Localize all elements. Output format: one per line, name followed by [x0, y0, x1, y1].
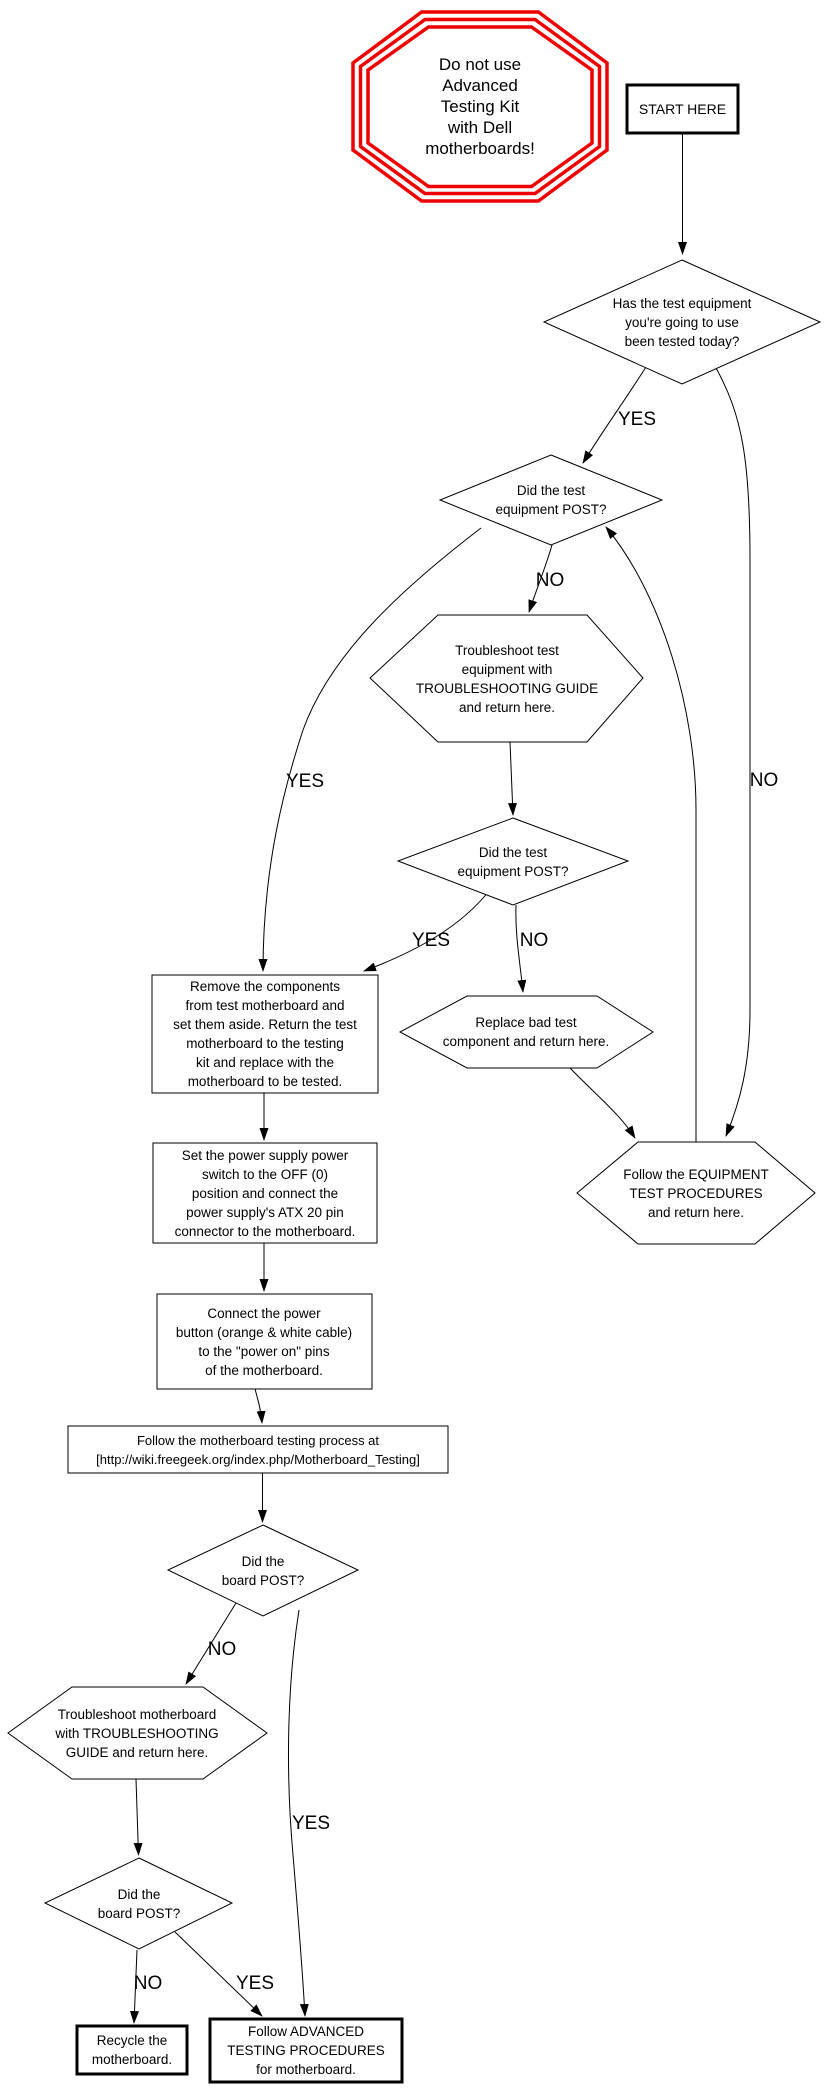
text-line: to the "power on" pins [198, 1344, 330, 1359]
text-line: Replace bad test [475, 1015, 577, 1030]
edge-label-no: NO [749, 770, 779, 791]
text-line: for motherboard. [256, 2062, 356, 2077]
edge-label-yes: YES [617, 409, 657, 430]
edge-label-no: NO [535, 570, 565, 591]
text-line: TESTING PROCEDURES [227, 2043, 385, 2058]
text-line: motherboard. [91, 2052, 173, 2067]
text-line: Follow the motherboard testing process at [136, 1433, 380, 1448]
subroutine-troubleshoot-equipment [370, 615, 643, 742]
decision-equipment-post-1 [440, 455, 662, 545]
text-line: position and connect the [191, 1186, 339, 1201]
subroutine-text [54, 1707, 218, 1760]
decision-equipment-post-2 [398, 818, 628, 905]
diamond [45, 1858, 232, 1949]
edge-label-yes: YES [291, 1813, 331, 1834]
text-line: of the motherboard. [205, 1363, 323, 1378]
text-line: board POST? [221, 1573, 305, 1588]
text-line: Did the [117, 1887, 161, 1902]
subroutine-replace-component [400, 996, 653, 1068]
text-line: set them aside. Return the test [173, 1017, 357, 1032]
process-power-supply [153, 1143, 377, 1243]
edge-label-no: NO [207, 1639, 237, 1660]
edge-yes-equipment-post1-to-remove-components [263, 528, 481, 971]
process-power-button [157, 1294, 372, 1389]
text-line: been tested today? [624, 334, 740, 349]
edge-label-yes: YES [411, 930, 451, 951]
text-line: power supply's ATX 20 pin [186, 1205, 344, 1220]
text-line: and return here. [458, 700, 556, 715]
text-line: Testing Kit [440, 97, 520, 116]
text-line: TEST PROCEDURES [629, 1186, 763, 1201]
text-line: equipment POST? [457, 864, 569, 879]
text-line: with TROUBLESHOOTING [55, 1726, 219, 1741]
decision-text [613, 296, 752, 349]
text-line: Did the [241, 1554, 285, 1569]
text-line: motherboards! [425, 139, 535, 158]
edge-label-no: NO [519, 930, 549, 951]
text-line: kit and replace with the [195, 1055, 335, 1070]
text-line: Troubleshoot test [455, 643, 559, 658]
diamond [168, 1525, 358, 1616]
text-line: button (orange & white cable) [175, 1325, 353, 1340]
edge-replace-component-to-equipment-test-procedures [570, 1068, 635, 1138]
text-line: Did the test [516, 483, 586, 498]
decision-board-post-1 [168, 1525, 358, 1616]
text-line: equipment POST? [495, 502, 607, 517]
edge-power-button-to-follow-process [255, 1389, 262, 1423]
terminal-advanced-testing [210, 2019, 402, 2082]
process-text [175, 1148, 356, 1239]
text-line: Advanced [442, 76, 518, 95]
stop-sign [353, 12, 607, 201]
text-line: motherboard to be tested. [187, 1074, 343, 1089]
text-line: Connect the power [207, 1306, 321, 1321]
start-label: START HERE [638, 101, 727, 117]
hexagon [370, 615, 643, 742]
text-line: you're going to use [625, 315, 739, 330]
text-line: motherboard to the testing [186, 1036, 344, 1051]
text-line: Recycle the [96, 2033, 168, 2048]
text-line: TROUBLESHOOTING GUIDE [415, 681, 599, 696]
text-line: from test motherboard and [185, 998, 345, 1013]
text-line: with Dell [447, 118, 513, 137]
text-line: [http://wiki.freegeek.org/index.php/Motherboard_Testing] [96, 1452, 420, 1467]
diamond [398, 818, 628, 905]
text-line: board POST? [97, 1906, 181, 1921]
terminal-recycle-motherboard [77, 2026, 187, 2074]
edge-label-yes: YES [235, 1973, 275, 1994]
node-start [627, 85, 738, 133]
text-line: component and return here. [442, 1034, 610, 1049]
process-remove-components [152, 975, 378, 1093]
edge-no-equipment-tested-to-equipment-test-procedures [716, 368, 750, 1136]
decision-equipment-tested-today [544, 260, 820, 384]
text-line: equipment with [461, 662, 553, 677]
text-line: Troubleshoot motherboard [57, 1707, 217, 1722]
edge-troubleshoot-board-to-board-post2 [136, 1779, 139, 1855]
text-line: Do not use [438, 55, 522, 74]
stop-sign-warning-text [425, 55, 535, 158]
text-line: GUIDE and return here. [65, 1745, 209, 1760]
text-line: Did the test [478, 845, 548, 860]
process-follow-testing-process [68, 1426, 448, 1473]
text-line: and return here. [647, 1205, 745, 1220]
decision-board-post-2 [45, 1858, 232, 1949]
subroutine-troubleshoot-motherboard [8, 1687, 267, 1779]
text-line: Remove the components [189, 979, 341, 994]
text-line: Follow ADVANCED [247, 2024, 365, 2039]
text-line: connector to the motherboard. [174, 1224, 356, 1239]
edge-label-no: NO [133, 1973, 163, 1994]
diamond [440, 455, 662, 545]
text-line: Follow the EQUIPMENT [623, 1167, 769, 1182]
subroutine-equipment-test-procedures [577, 1142, 815, 1244]
hexagon [400, 996, 653, 1068]
text-line: switch to the OFF (0) [201, 1167, 329, 1182]
text-line: Set the power supply power [181, 1148, 349, 1163]
edge-label-yes: YES [285, 771, 325, 792]
text-line: Has the test equipment [612, 296, 752, 311]
edge-troubleshoot-equipment-to-equipment-post2 [510, 742, 513, 815]
